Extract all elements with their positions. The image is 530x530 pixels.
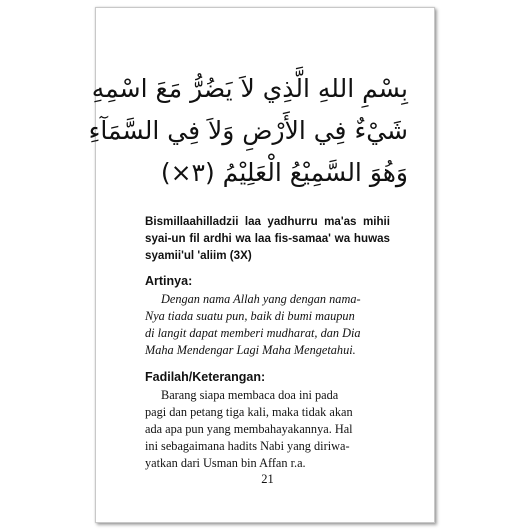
artinya-paragraph <box>145 291 390 359</box>
fadilah-line-5: yatkan dari Usman bin Affan r.a. <box>145 456 306 470</box>
fadilah-line-1: Barang siapa membaca doa ini pada <box>161 388 339 402</box>
transliteration-text: Bismillaahilladzii laa yadhurru ma'as mihii syai-un fil ardhi wa laa fis-samaa' wa huwas syamii'ul 'aliim (3X) <box>145 215 390 262</box>
fadilah-line-4: ini sebagaimana hadits Nabi yang diriwa- <box>145 439 350 453</box>
artinya-heading: Artinya: <box>145 274 193 288</box>
artinya-line-4: Maha Mendengar Lagi Maha Mengetahui. <box>145 343 356 357</box>
fadilah-paragraph <box>145 387 390 472</box>
artinya-line-2: Nya tiada suatu pun, baik di bumi maupun <box>145 309 355 323</box>
artinya-line-1: Dengan nama Allah yang dengan nama- <box>161 292 361 306</box>
arabic-line-1: بِسْمِ اللهِ الَّذِي لاَ يَضُرُّ مَعَ اسْمِهِ <box>91 74 408 103</box>
page-number: 21 <box>261 472 274 486</box>
fadilah-line-3: ada apa pun yang membahayakannya. Hal <box>145 422 353 436</box>
arabic-line-3: وَهُوَ السَّمِيْعُ الْعَلِيْمُ (٣×) <box>160 158 408 187</box>
arabic-line-2: شَيْءٌ فِي الأَرْضِ وَلاَ فِي السَّمَآءِ <box>88 116 408 145</box>
fadilah-line-2: pagi dan petang tiga kali, maka tidak akan <box>145 405 353 419</box>
artinya-line-3: di langit dapat memberi mudharat, dan Dia <box>145 326 361 340</box>
fadilah-heading: Fadilah/Keterangan: <box>145 370 266 384</box>
